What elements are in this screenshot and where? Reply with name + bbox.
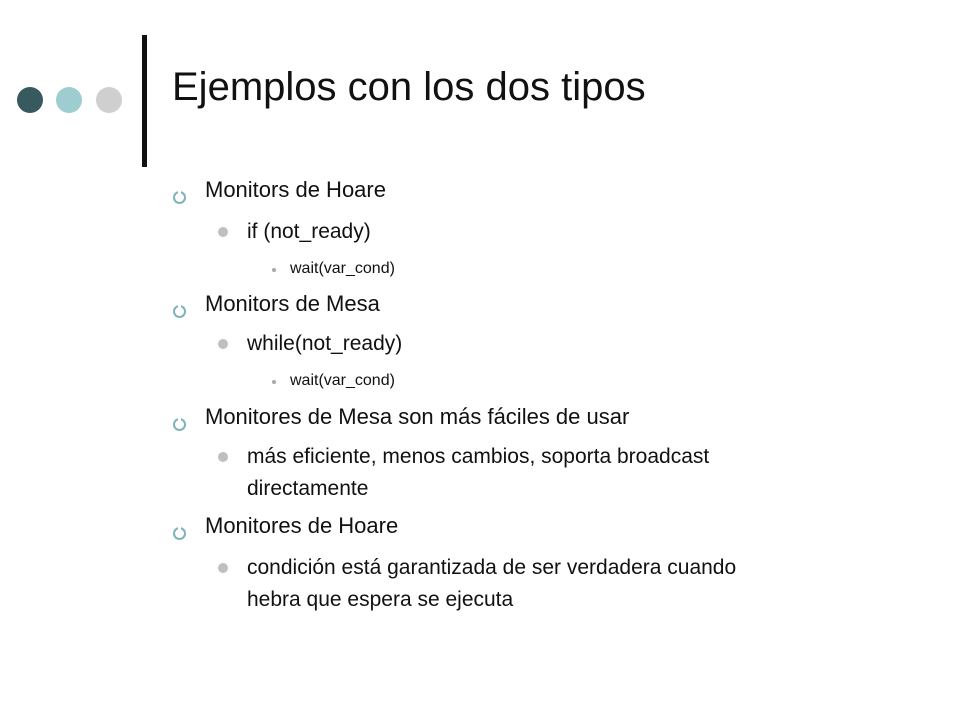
bullet-level3-wait-var-cond-2: wait(var_cond) bbox=[290, 372, 395, 389]
bullet-level2-if-not-ready: if (not_ready) bbox=[247, 220, 371, 243]
filled-circle-bullet-icon bbox=[218, 563, 228, 573]
slide-title: Ejemplos con los dos tipos bbox=[172, 65, 646, 109]
filled-circle-bullet-icon bbox=[218, 227, 228, 237]
bullet-level1-monitors-hoare: Monitors de Hoare bbox=[205, 177, 386, 202]
bullet-level2-mesa-details-line1: más eficiente, menos cambios, soporta broadcast bbox=[247, 445, 710, 468]
open-ring-bullet-icon bbox=[173, 305, 186, 318]
small-dot-bullet-icon bbox=[272, 268, 276, 272]
open-ring-bullet-icon bbox=[173, 527, 186, 540]
bullet-level2-while-not-ready: while(not_ready) bbox=[247, 332, 403, 355]
filled-circle-bullet-icon bbox=[218, 452, 228, 462]
bullet-level1-monitors-mesa: Monitors de Mesa bbox=[205, 291, 380, 316]
open-ring-bullet-icon bbox=[173, 418, 186, 431]
small-dot-bullet-icon bbox=[272, 380, 276, 384]
bullet-level2-mesa-details-line2: directamente bbox=[247, 477, 369, 500]
bullet-level2-hoare-details-line2: hebra que espera se ejecuta bbox=[247, 588, 514, 611]
bullet-level1-mesa-easier: Monitores de Mesa son más fáciles de usar bbox=[205, 404, 630, 429]
filled-circle-bullet-icon bbox=[218, 339, 228, 349]
bullet-level2-hoare-details-line1: condición está garantizada de ser verdadera cuando bbox=[247, 556, 737, 579]
bullet-level1-monitores-hoare: Monitores de Hoare bbox=[205, 513, 399, 538]
bullet-level3-wait-var-cond-1: wait(var_cond) bbox=[290, 260, 395, 277]
open-ring-bullet-icon bbox=[173, 191, 186, 204]
